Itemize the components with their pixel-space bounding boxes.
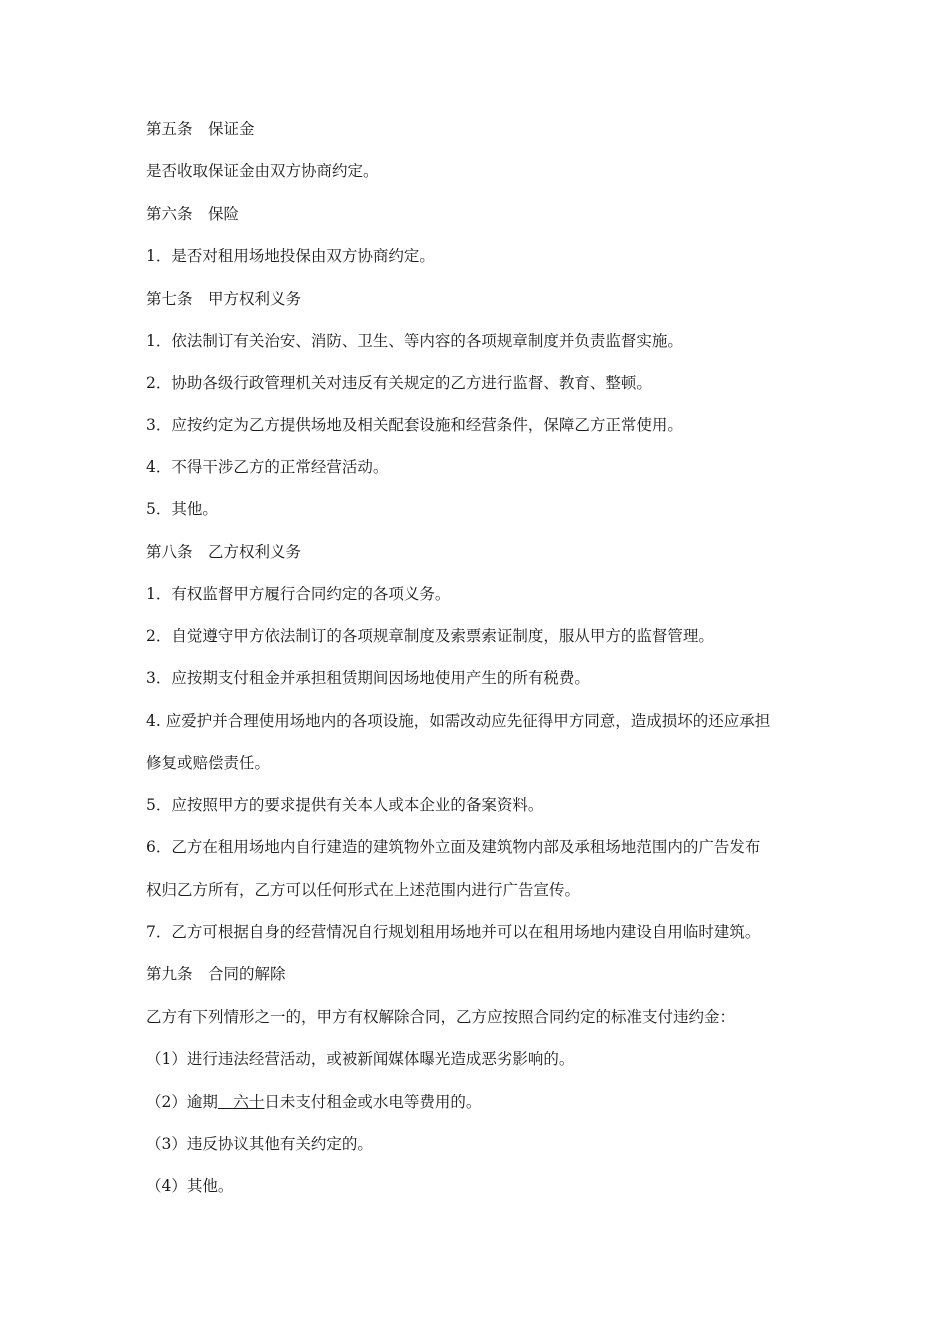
article-8-item-6-line-2: 权归乙方所有，乙方可以任何形式在上述范围内进行广告宣传。 — [146, 881, 581, 899]
article-8-item-2: 2．自觉遵守甲方依法制订的各项规章制度及索票索证制度，服从甲方的监督管理。 — [146, 627, 714, 645]
article-7-item-1: 1．依法制订有关治安、消防、卫生、等内容的各项规章制度并负责监督实施。 — [146, 332, 683, 350]
article-9-item-3: （3）违反协议其他有关约定的。 — [146, 1135, 373, 1153]
article-5-title: 第五条 保证金 — [146, 120, 255, 138]
article-8-item-5: 5．应按照甲方的要求提供有关本人或本企业的备案资料。 — [146, 796, 544, 814]
article-7-title: 第七条 甲方权利义务 — [146, 290, 302, 308]
article-9-title: 第九条 合同的解除 — [146, 965, 286, 983]
article-8-item-7: 7．乙方可根据自身的经营情况自行规划租用场地并可以在租用场地内建设自用临时建筑。 — [146, 923, 761, 941]
article-7-item-3: 3．应按约定为乙方提供场地及相关配套设施和经营条件，保障乙方正常使用。 — [146, 416, 683, 434]
article-9-item-1: （1）进行违法经营活动，或被新闻媒体曝光造成恶劣影响的。 — [146, 1050, 575, 1068]
article-5-paragraph: 是否收取保证金由双方协商约定。 — [146, 162, 379, 180]
overdue-days-fill: 六十 — [217, 1093, 265, 1111]
article-8-item-3: 3．应按期支付租金并承担租赁期间因场地使用产生的所有税费。 — [146, 669, 590, 687]
article-7-item-2: 2．协助各级行政管理机关对违反有关规定的乙方进行监督、教育、整顿。 — [146, 374, 652, 392]
article-6-item-1: 1．是否对租用场地投保由双方协商约定。 — [146, 247, 435, 265]
article-9-item-2 — [146, 1092, 481, 1112]
article-9-intro: 乙方有下列情形之一的，甲方有权解除合同，乙方应按照合同约定的标准支付违约金： — [146, 1008, 736, 1026]
article-8-item-6-line-1: 6．乙方在租用场地内自行建造的建筑物外立面及建筑物内部及承租场地范围内的广告发布 — [146, 838, 761, 856]
article-6-title: 第六条 保险 — [146, 205, 240, 223]
article-7-item-4: 4．不得干涉乙方的正常经营活动。 — [146, 458, 389, 476]
article-9-item-2-prefix: （2）逾期 — [146, 1093, 218, 1111]
article-8-item-1: 1．有权监督甲方履行合同约定的各项义务。 — [146, 585, 451, 603]
article-7-item-5: 5．其他。 — [146, 500, 218, 518]
article-8-title: 第八条 乙方权利义务 — [146, 543, 302, 561]
article-9-item-4: （4）其他。 — [146, 1177, 234, 1195]
article-9-item-2-suffix: 日未支付租金或水电等费用的。 — [264, 1093, 482, 1111]
article-8-item-4-line-1: 4. 应爱护并合理使用场地内的各项设施，如需改动应先征得甲方同意，造成损坏的还应承担 — [146, 712, 771, 730]
article-8-item-4-line-2: 修复或赔偿责任。 — [146, 754, 271, 772]
